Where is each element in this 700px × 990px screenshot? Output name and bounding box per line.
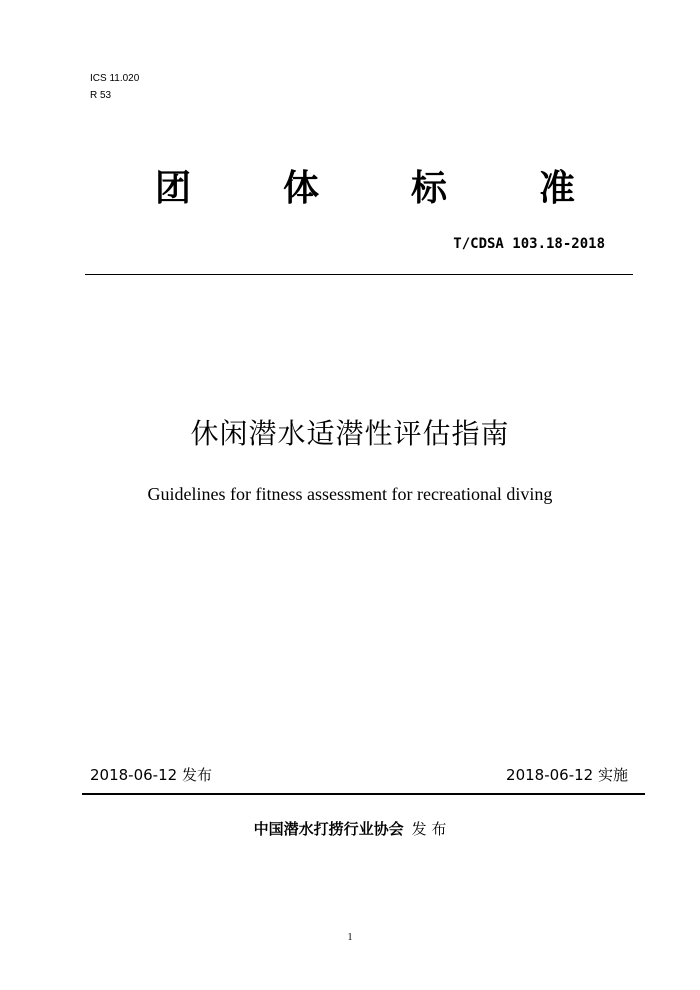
category-char-4: 准 xyxy=(538,167,575,209)
publisher-action: 发 布 xyxy=(411,820,447,838)
standard-category-title xyxy=(155,168,575,208)
classification-codes xyxy=(90,70,139,104)
document-title-chinese: 休闲潜水适潜性评估指南 xyxy=(190,417,510,450)
page-number: 1 xyxy=(347,932,353,943)
publisher-line xyxy=(0,818,700,839)
standard-number: T/CDSA 103.18-2018 xyxy=(453,236,605,252)
document-title-english: Guidelines for fitness assessment for recreational diving xyxy=(147,484,553,504)
publisher-organization: 中国潜水打捞行业协会 xyxy=(253,820,404,838)
ccs-code: R 53 xyxy=(90,90,112,101)
top-divider xyxy=(85,274,633,275)
publish-date: 2018-06-12 发布 xyxy=(90,766,212,784)
ics-code: ICS 11.020 xyxy=(90,73,140,84)
category-char-2: 体 xyxy=(282,167,319,209)
implement-date: 2018-06-12 实施 xyxy=(506,766,628,784)
category-char-1: 团 xyxy=(155,167,192,209)
bottom-divider xyxy=(82,793,645,795)
category-char-3: 标 xyxy=(410,167,447,209)
